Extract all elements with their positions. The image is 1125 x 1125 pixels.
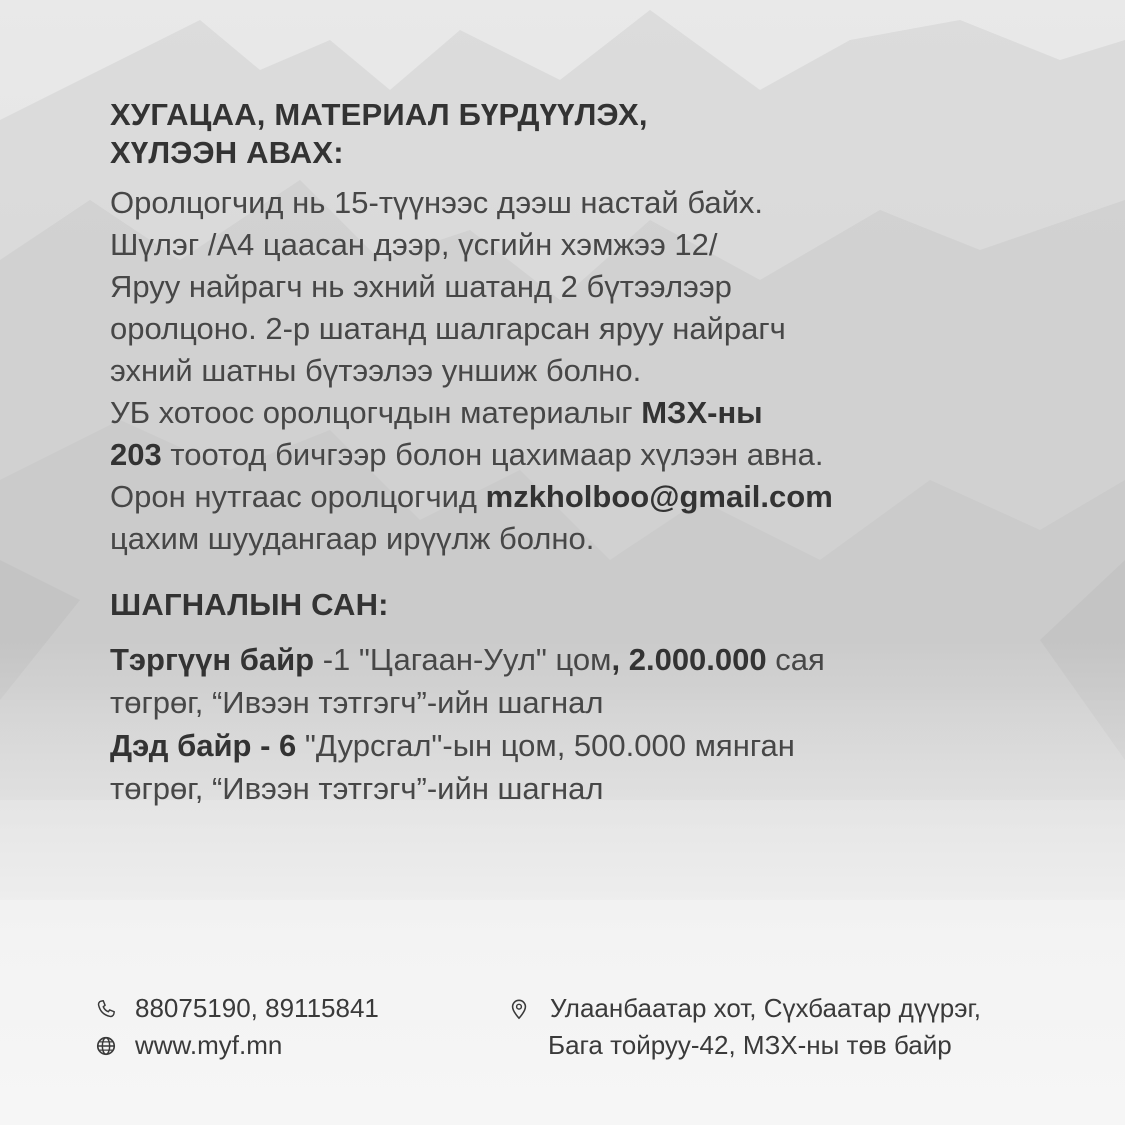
first-prize-line-2: төгрөг, “Ивээн тэтгэгч”-ийн шагнал	[110, 685, 604, 720]
website-row	[95, 1027, 379, 1064]
email-address: mzkholboo@gmail.com	[485, 479, 833, 514]
text-line: Шүлэг /А4 цаасан дээр, үсгийн хэмжээ 12/	[110, 227, 718, 262]
text-line: Орон нутгаас оролцогчид mzkholboo@gmail.com	[110, 479, 833, 514]
location-pin-icon	[508, 998, 530, 1020]
phone-row	[95, 990, 379, 1027]
phone-numbers[interactable]: 88075190, 89115841	[135, 993, 379, 1023]
text-line: цахим шуудангаар ирүүлж болно.	[110, 521, 595, 556]
main-content	[110, 96, 1070, 810]
text-line: Оролцогчид нь 15-түүнээс дээш настай байх.	[110, 185, 764, 220]
text-line: оролцоно. 2-р шатанд шалгарсан яруу найрагч	[110, 311, 786, 346]
contact-column	[95, 990, 379, 1064]
office-name: МЗХ-ны	[641, 395, 763, 430]
address-column	[508, 990, 981, 1064]
globe-icon	[95, 1035, 117, 1057]
heading-line: ХУГАЦАА, МАТЕРИАЛ БҮРДҮҮЛЭХ,	[110, 97, 648, 132]
heading-line: ХҮЛЭЭН АВАХ:	[110, 135, 344, 170]
text-line: Яруу найрагч нь эхний шатанд 2 бүтээлээр	[110, 269, 732, 304]
text-line: УБ хотоос оролцогчдын материалыг МЗХ-ны	[110, 395, 763, 430]
second-prize-line: Дэд байр - 6 "Дурсгал"-ын цом, 500.000 мянган	[110, 728, 795, 763]
requirements-paragraph	[110, 182, 1070, 560]
address-row	[508, 990, 981, 1027]
section-heading-prize-fund: ШАГНАЛЫН САН:	[110, 587, 389, 622]
address-row-2	[508, 1027, 981, 1064]
room-number: 203	[110, 437, 162, 472]
first-prize-line: Тэргүүн байр -1 "Цагаан-Уул" цом, 2.000.000 сая	[110, 642, 825, 677]
section-heading-deadline	[110, 96, 1070, 172]
address-line-1: Улаанбаатар хот, Сүхбаатар дүүрэг,	[550, 993, 982, 1023]
second-prize-line-2: төгрөг, “Ивээн тэтгэгч”-ийн шагнал	[110, 771, 604, 806]
text-line: 203 тоотод бичгээр болон цахимаар хүлээн авна.	[110, 437, 824, 472]
phone-icon	[95, 998, 117, 1020]
prize-list	[110, 638, 1070, 810]
website-link[interactable]: www.myf.mn	[135, 1030, 283, 1060]
address-line-2: Бага тойруу-42, МЗХ-ны төв байр	[548, 1030, 952, 1060]
text-line: эхний шатны бүтээлээ уншиж болно.	[110, 353, 642, 388]
